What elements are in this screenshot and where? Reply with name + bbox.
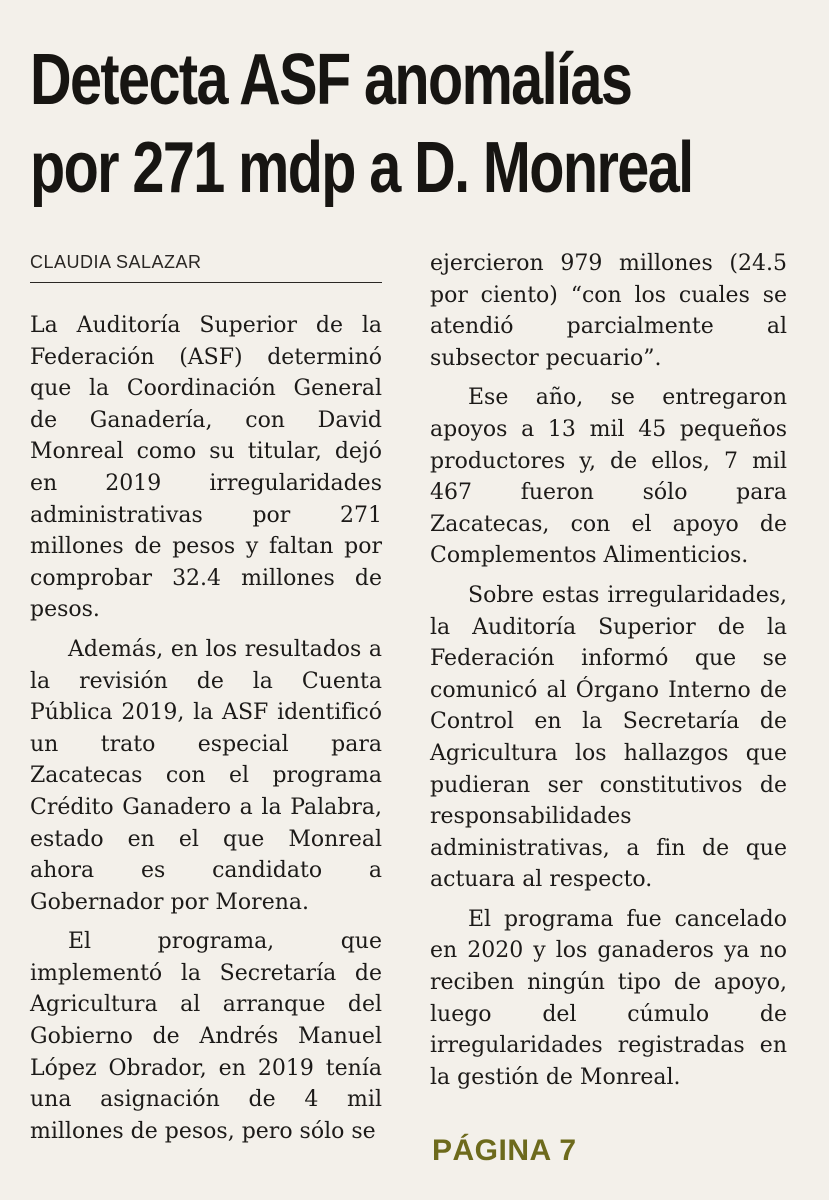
page-reference: PÁGINA 7 bbox=[432, 1134, 577, 1167]
headline-line-1: Detecta ASF anomalías bbox=[30, 40, 632, 120]
paragraph-5: Sobre estas irregularidades, la Auditoría Superior de la Federación informó que se comunicó al Órgano Interno de Control en la Secretaría de Agricultura los hallazgos que pudieran ser constitutivos de responsabilidades administrativas, a fin de que actuara al respecto. bbox=[430, 582, 787, 893]
byline: CLAUDIA SALAZAR bbox=[30, 252, 202, 272]
paragraph-3: El programa, que implementó la Secretaría de Agricultura al arranque del Gobierno de Andrés Manuel López Obrador, en 2019 tenía una asignación de 4 mil millones de pesos, pero sólo se bbox=[30, 929, 382, 1144]
paragraph-1: La Auditoría Superior de la Federación (ASF) determinó que la Coordinación General de Ganadería, con David Monreal como su titular, dejó en 2019 irregularidades administrativas por 271 millones de pesos y faltan por comprobar 32.4 millones de pesos. bbox=[30, 313, 382, 623]
headline-line-2: por 271 mdp a D. Monreal bbox=[30, 128, 693, 208]
article-column-right bbox=[430, 248, 787, 1093]
paragraph-2: Además, en los resultados a la revisión de la Cuenta Pública 2019, la ASF identificó un trato especial para Zacatecas con el programa Crédito Ganadero a la Palabra, estado en el que Monreal ahora es candidato a Gobernador por Morena. bbox=[30, 636, 382, 915]
paragraph-3-continued: ejercieron 979 millones (24.5 por ciento) “con los cuales se atendió parcialmente al subsector pecuario”. bbox=[430, 251, 787, 371]
headline bbox=[30, 36, 693, 212]
paragraph-4: Ese año, se entregaron apoyos a 13 mil 45 pequeños productores y, de ellos, 7 mil 467 fueron sólo para Zacatecas, con el apoyo de Complementos Alimenticios. bbox=[430, 385, 787, 569]
byline-divider bbox=[30, 282, 382, 283]
paragraph-6: El programa fue cancelado en 2020 y los ganaderos ya no reciben ningún tipo de apoyo, luego del cúmulo de irregularidades registradas en la gestión de Monreal. bbox=[430, 906, 787, 1090]
article-column-left bbox=[30, 310, 382, 1147]
